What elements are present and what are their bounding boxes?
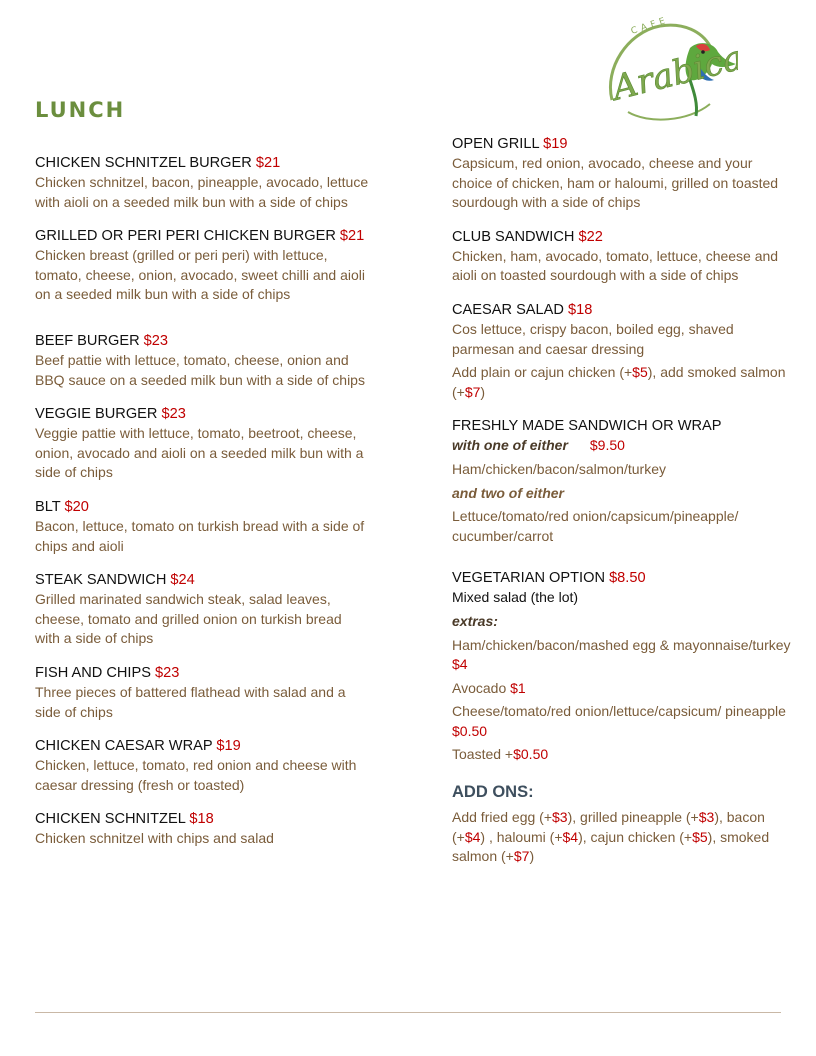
item-price: $21 [339,228,365,245]
item-price: $19 [216,738,241,755]
menu-item-sandwich-wrap [452,416,792,546]
extra-price: $0.50 [513,746,549,763]
item-price: $24 [170,572,195,589]
extra-option: Avocado $1 [452,679,526,696]
item-name: CHICKEN CAESAR WRAP [35,738,213,755]
item-name: VEGGIE BURGER [35,406,158,423]
footer-divider [35,1012,781,1013]
logo-brand-text: Arabica [608,37,738,109]
item-description: Chicken breast (grilled or peri peri) with lettuce, tomato, cheese, onion, avocado, sweet chilli and aioli on a seeded milk bun with a side of chips [35,247,365,303]
caesar-addons: Add plain or cajun chicken (+$5), add smoked salmon (+$7) [452,364,786,400]
menu-item [35,570,370,649]
item-description: Bacon, lettuce, tomato on turkish bread with a side of chips and aioli [35,517,365,554]
item-price: $18 [189,811,214,828]
item-description: Chicken schnitzel, bacon, pineapple, avocado, lettuce with aioli on a seeded milk bun with a side of chips [35,174,369,210]
item-price: $18 [568,301,593,318]
menu-item [35,497,370,556]
extra-price: $1 [510,679,526,696]
menu-item [35,663,370,722]
menu-item-club-sandwich [452,227,792,286]
item-description: Three pieces of battered flathead with salad and a side of chips [35,683,346,720]
item-name: CHICKEN SCHNITZEL [35,811,186,828]
item-name: CLUB SANDWICH [452,228,575,245]
item-description: Grilled marinated sandwich steak, salad leaves, cheese, tomato and grilled onion on turkish bread with a side of chips [35,591,342,647]
menu-item [35,404,370,483]
menu-item [35,736,370,795]
menu-item [35,331,370,390]
menu-item [35,153,370,212]
extra-option: Toasted +$0.50 [452,746,549,763]
item-price: $23 [143,332,169,349]
add-ons-title: ADD ONS: [452,783,534,802]
item-description: Chicken, lettuce, tomato, red onion and cheese with caesar dressing (fresh or toasted) [35,757,357,793]
filling-options: Lettuce/tomato/red onion/capsicum/pineapple/ cucumber/carrot [452,508,739,544]
item-description: Capsicum, red onion, avocado, cheese and your choice of chicken, ham or haloumi, grilled on toasted sourdough with a side of chips [452,155,779,211]
menu-item-caesar-salad [452,300,792,402]
logo-small-text: CAFE [629,15,671,37]
item-name: OPEN GRILL [452,136,540,152]
protein-options: Ham/chicken/bacon/salmon/turkey [452,460,666,477]
parrot-logo-icon [598,12,738,130]
item-name: CAESAR SALAD [452,301,564,318]
left-menu-column [35,153,370,863]
item-price: $23 [161,406,186,423]
right-menu-column [452,134,792,867]
item-price: $23 [155,664,180,681]
item-name: CHICKEN SCHNITZEL BURGER [35,155,252,171]
menu-item-open-grill [452,134,792,213]
menu-item [35,226,370,305]
item-description: Chicken, ham, avocado, tomato, lettuce, cheese and aioli on toasted sourdough with a side of chips [452,247,779,284]
menu-item [35,809,370,849]
extra-price: $0.50 [452,722,488,739]
item-description: Chicken schnitzel with chips and salad [35,830,274,847]
item-price: $8.50 [609,570,646,587]
item-price: $19 [543,136,568,152]
item-price: $9.50 [589,437,625,454]
item-description: Mixed salad (the lot) [452,589,579,606]
item-name: STEAK SANDWICH [35,572,167,589]
item-description: Veggie pattie with lettuce, tomato, beetroot, cheese, onion, avocado and aioli on a seeded milk bun with a side of chips [35,425,364,481]
extra-price: $4 [452,656,468,673]
menu-item-vegetarian [452,568,792,765]
item-name: BLT [35,498,61,515]
item-name: FRESHLY MADE SANDWICH OR WRAP [452,418,722,435]
with-one-label: with one of either [452,437,568,454]
extra-option: Cheese/tomato/red onion/lettuce/capsicum/ pineapple $0.50 [452,703,786,739]
addon-price: $7 [464,383,481,400]
extras-label: extras: [452,612,498,629]
item-name: VEGETARIAN OPTION [452,570,605,587]
add-ons-list: Add fried egg (+$3), grilled pineapple (+$3), bacon (+$4) , haloumi (+$4), cajun chicken (+$5), smoked salmon (+$7) [452,809,770,865]
item-price: $22 [578,228,603,245]
item-name: FISH AND CHIPS [35,664,151,681]
item-name: GRILLED OR PERI PERI CHICKEN BURGER [35,228,336,245]
cafe-arabica-logo [598,12,738,130]
section-title: LUNCH [35,98,126,122]
item-description: Cos lettuce, crispy bacon, boiled egg, shaved parmesan and caesar dressing [452,320,734,357]
and-two-label: and two of either [452,484,564,501]
item-description: Beef pattie with lettuce, tomato, cheese, onion and BBQ sauce on a seeded milk bun with a side of chips [35,351,365,388]
item-name: BEEF BURGER [35,332,140,349]
item-price: $21 [255,155,281,171]
addon-price: $5 [632,364,648,381]
item-price: $20 [64,498,89,515]
extra-option: Ham/chicken/bacon/mashed egg & mayonnaise/turkey $4 [452,636,791,673]
